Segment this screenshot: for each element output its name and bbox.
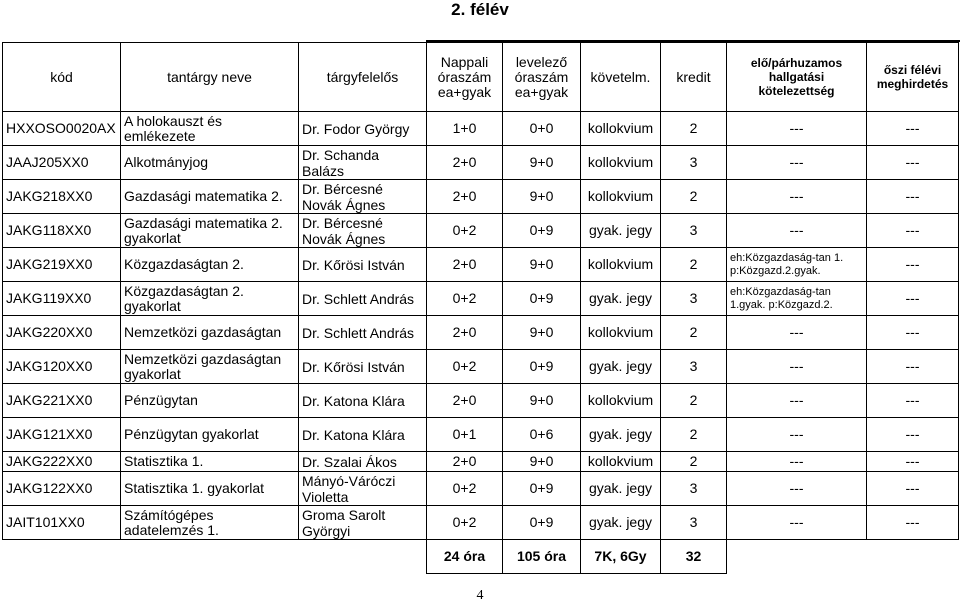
- header-oszi: őszi félévi meghirdetés: [867, 43, 959, 112]
- cell-elo: ---: [727, 146, 867, 180]
- cell-nappali: 0+2: [427, 472, 503, 506]
- cell-name: Pénzügytan: [121, 384, 299, 418]
- cell-code: JAIT101XX0: [3, 506, 121, 540]
- cell-elo: ---: [727, 472, 867, 506]
- table-row: [3, 452, 959, 472]
- cell-code: JAKG121XX0: [3, 418, 121, 452]
- cell-oszi: ---: [867, 384, 959, 418]
- cell-name: Számítógépes adatelemzés 1.: [121, 506, 299, 540]
- cell-prof: Mányó-Váróczi Violetta: [299, 472, 427, 506]
- cell-elo: ---: [727, 180, 867, 214]
- cell-kredit: 2: [661, 418, 727, 452]
- table-row: [3, 418, 959, 452]
- curriculum-table: [2, 42, 959, 574]
- cell-nappali: 1+0: [427, 112, 503, 146]
- cell-nappali: 0+2: [427, 282, 503, 316]
- cell-elo: ---: [727, 384, 867, 418]
- cell-kovetelm: kollokvium: [581, 384, 661, 418]
- cell-oszi: ---: [867, 316, 959, 350]
- header-tantargy: tantárgy neve: [121, 43, 299, 112]
- cell-prof: Dr. Kőrösi István: [299, 350, 427, 384]
- cell-kredit: 3: [661, 350, 727, 384]
- cell-code: JAKG119XX0: [3, 282, 121, 316]
- cell-kredit: 2: [661, 248, 727, 282]
- header-kod: kód: [3, 43, 121, 112]
- cell-prof: Dr. Katona Klára: [299, 418, 427, 452]
- cell-nappali: 2+0: [427, 452, 503, 472]
- cell-elo: eh:Közgazdaság-tan 1. p:Közgazd.2.gyak.: [727, 248, 867, 282]
- cell-prof: Dr. Schlett András: [299, 316, 427, 350]
- cell-prof: Groma Sarolt Györgyi: [299, 506, 427, 540]
- cell-name: Statisztika 1.: [121, 452, 299, 472]
- cell-nappali: 2+0: [427, 248, 503, 282]
- header-nappali: Nappali óraszám ea+gyak: [427, 43, 503, 112]
- cell-code: JAKG120XX0: [3, 350, 121, 384]
- cell-code: JAKG220XX0: [3, 316, 121, 350]
- header-row: [3, 43, 959, 112]
- cell-elo: eh:Közgazdaság-tan 1.gyak. p:Közgazd.2.: [727, 282, 867, 316]
- cell-elo: ---: [727, 452, 867, 472]
- cell-oszi: ---: [867, 214, 959, 248]
- cell-oszi: ---: [867, 146, 959, 180]
- cell-prof: Dr. Schlett András: [299, 282, 427, 316]
- table-row: [3, 146, 959, 180]
- cell-levelezo: 0+6: [503, 418, 581, 452]
- page-title: 2. félév: [451, 0, 509, 19]
- cell-nappali: 0+2: [427, 350, 503, 384]
- cell-oszi: ---: [867, 248, 959, 282]
- cell-prof: Dr. Kőrösi István: [299, 248, 427, 282]
- table-row: [3, 112, 959, 146]
- cell-code: JAAJ205XX0: [3, 146, 121, 180]
- total-kredit: 32: [661, 540, 727, 574]
- cell-kovetelm: kollokvium: [581, 452, 661, 472]
- cell-code: JAKG219XX0: [3, 248, 121, 282]
- table-row: [3, 214, 959, 248]
- header-kovetelm: követelm.: [581, 43, 661, 112]
- cell-kredit: 3: [661, 506, 727, 540]
- cell-kovetelm: gyak. jegy: [581, 418, 661, 452]
- cell-elo: ---: [727, 316, 867, 350]
- cell-kredit: 2: [661, 452, 727, 472]
- table-row: [3, 350, 959, 384]
- cell-levelezo: 9+0: [503, 248, 581, 282]
- cell-elo: ---: [727, 418, 867, 452]
- total-nappali: 24 óra: [427, 540, 503, 574]
- cell-kovetelm: gyak. jegy: [581, 506, 661, 540]
- header-kredit: kredit: [661, 43, 727, 112]
- cell-code: JAKG122XX0: [3, 472, 121, 506]
- cell-prof: Dr. Szalai Ákos: [299, 452, 427, 472]
- cell-kovetelm: kollokvium: [581, 146, 661, 180]
- table-row: [3, 472, 959, 506]
- cell-levelezo: 0+0: [503, 112, 581, 146]
- cell-name: Alkotmányjog: [121, 146, 299, 180]
- header-elo: elő/párhuzamos hallgatási kötelezettség: [727, 43, 867, 112]
- header-levelezo: levelező óraszám ea+gyak: [503, 43, 581, 112]
- cell-name: Közgazdaságtan 2. gyakorlat: [121, 282, 299, 316]
- cell-name: Statisztika 1. gyakorlat: [121, 472, 299, 506]
- cell-nappali: 2+0: [427, 180, 503, 214]
- cell-nappali: 0+2: [427, 506, 503, 540]
- cell-nappali: 0+1: [427, 418, 503, 452]
- cell-elo: ---: [727, 214, 867, 248]
- cell-oszi: ---: [867, 472, 959, 506]
- cell-kredit: 3: [661, 214, 727, 248]
- table-row: [3, 180, 959, 214]
- table-row: [3, 384, 959, 418]
- cell-kredit: 3: [661, 472, 727, 506]
- cell-name: Közgazdaságtan 2.: [121, 248, 299, 282]
- cell-code: HXXOSO0020AX: [3, 112, 121, 146]
- cell-kredit: 2: [661, 112, 727, 146]
- cell-name: A holokauszt és emlékezete: [121, 112, 299, 146]
- cell-nappali: 0+2: [427, 214, 503, 248]
- cell-oszi: ---: [867, 180, 959, 214]
- cell-code: JAKG222XX0: [3, 452, 121, 472]
- page-number: 4: [476, 588, 484, 603]
- cell-oszi: ---: [867, 282, 959, 316]
- cell-prof: Dr. Fodor György: [299, 112, 427, 146]
- total-kovetelm: 7K, 6Gy: [581, 540, 661, 574]
- cell-levelezo: 9+0: [503, 180, 581, 214]
- cell-nappali: 2+0: [427, 146, 503, 180]
- cell-elo: ---: [727, 112, 867, 146]
- cell-kovetelm: kollokvium: [581, 316, 661, 350]
- cell-code: JAKG118XX0: [3, 214, 121, 248]
- cell-prof: Dr. Bércesné Novák Ágnes: [299, 180, 427, 214]
- cell-kovetelm: gyak. jegy: [581, 282, 661, 316]
- cell-prof: Dr. Bércesné Novák Ágnes: [299, 214, 427, 248]
- total-levelezo: 105 óra: [503, 540, 581, 574]
- cell-name: Nemzetközi gazdaságtan gyakorlat: [121, 350, 299, 384]
- cell-levelezo: 0+9: [503, 472, 581, 506]
- cell-name: Nemzetközi gazdaságtan: [121, 316, 299, 350]
- cell-kredit: 2: [661, 180, 727, 214]
- cell-oszi: ---: [867, 452, 959, 472]
- cell-levelezo: 0+9: [503, 282, 581, 316]
- cell-oszi: ---: [867, 350, 959, 384]
- cell-kovetelm: kollokvium: [581, 180, 661, 214]
- cell-levelezo: 0+9: [503, 506, 581, 540]
- cell-levelezo: 9+0: [503, 452, 581, 472]
- cell-prof: Dr. Katona Klára: [299, 384, 427, 418]
- cell-kredit: 3: [661, 146, 727, 180]
- cell-elo: ---: [727, 506, 867, 540]
- cell-kovetelm: gyak. jegy: [581, 472, 661, 506]
- cell-kovetelm: kollokvium: [581, 248, 661, 282]
- cell-elo: ---: [727, 350, 867, 384]
- cell-kovetelm: gyak. jegy: [581, 350, 661, 384]
- cell-levelezo: 0+9: [503, 350, 581, 384]
- cell-levelezo: 9+0: [503, 384, 581, 418]
- cell-oszi: ---: [867, 418, 959, 452]
- cell-levelezo: 9+0: [503, 316, 581, 350]
- cell-name: Gazdasági matematika 2. gyakorlat: [121, 214, 299, 248]
- cell-kovetelm: gyak. jegy: [581, 214, 661, 248]
- cell-kredit: 2: [661, 384, 727, 418]
- cell-code: JAKG218XX0: [3, 180, 121, 214]
- cell-nappali: 2+0: [427, 316, 503, 350]
- cell-oszi: ---: [867, 112, 959, 146]
- cell-levelezo: 9+0: [503, 146, 581, 180]
- cell-name: Gazdasági matematika 2.: [121, 180, 299, 214]
- table-row: [3, 282, 959, 316]
- table-row: [3, 506, 959, 540]
- cell-name: Pénzügytan gyakorlat: [121, 418, 299, 452]
- cell-nappali: 2+0: [427, 384, 503, 418]
- totals-row: [3, 540, 959, 574]
- cell-kredit: 3: [661, 282, 727, 316]
- cell-oszi: ---: [867, 506, 959, 540]
- cell-kovetelm: kollokvium: [581, 112, 661, 146]
- table-row: [3, 316, 959, 350]
- cell-prof: Dr. Schanda Balázs: [299, 146, 427, 180]
- table-row: [3, 248, 959, 282]
- cell-kredit: 2: [661, 316, 727, 350]
- cell-code: JAKG221XX0: [3, 384, 121, 418]
- header-felelos: tárgyfelelős: [299, 43, 427, 112]
- cell-levelezo: 0+9: [503, 214, 581, 248]
